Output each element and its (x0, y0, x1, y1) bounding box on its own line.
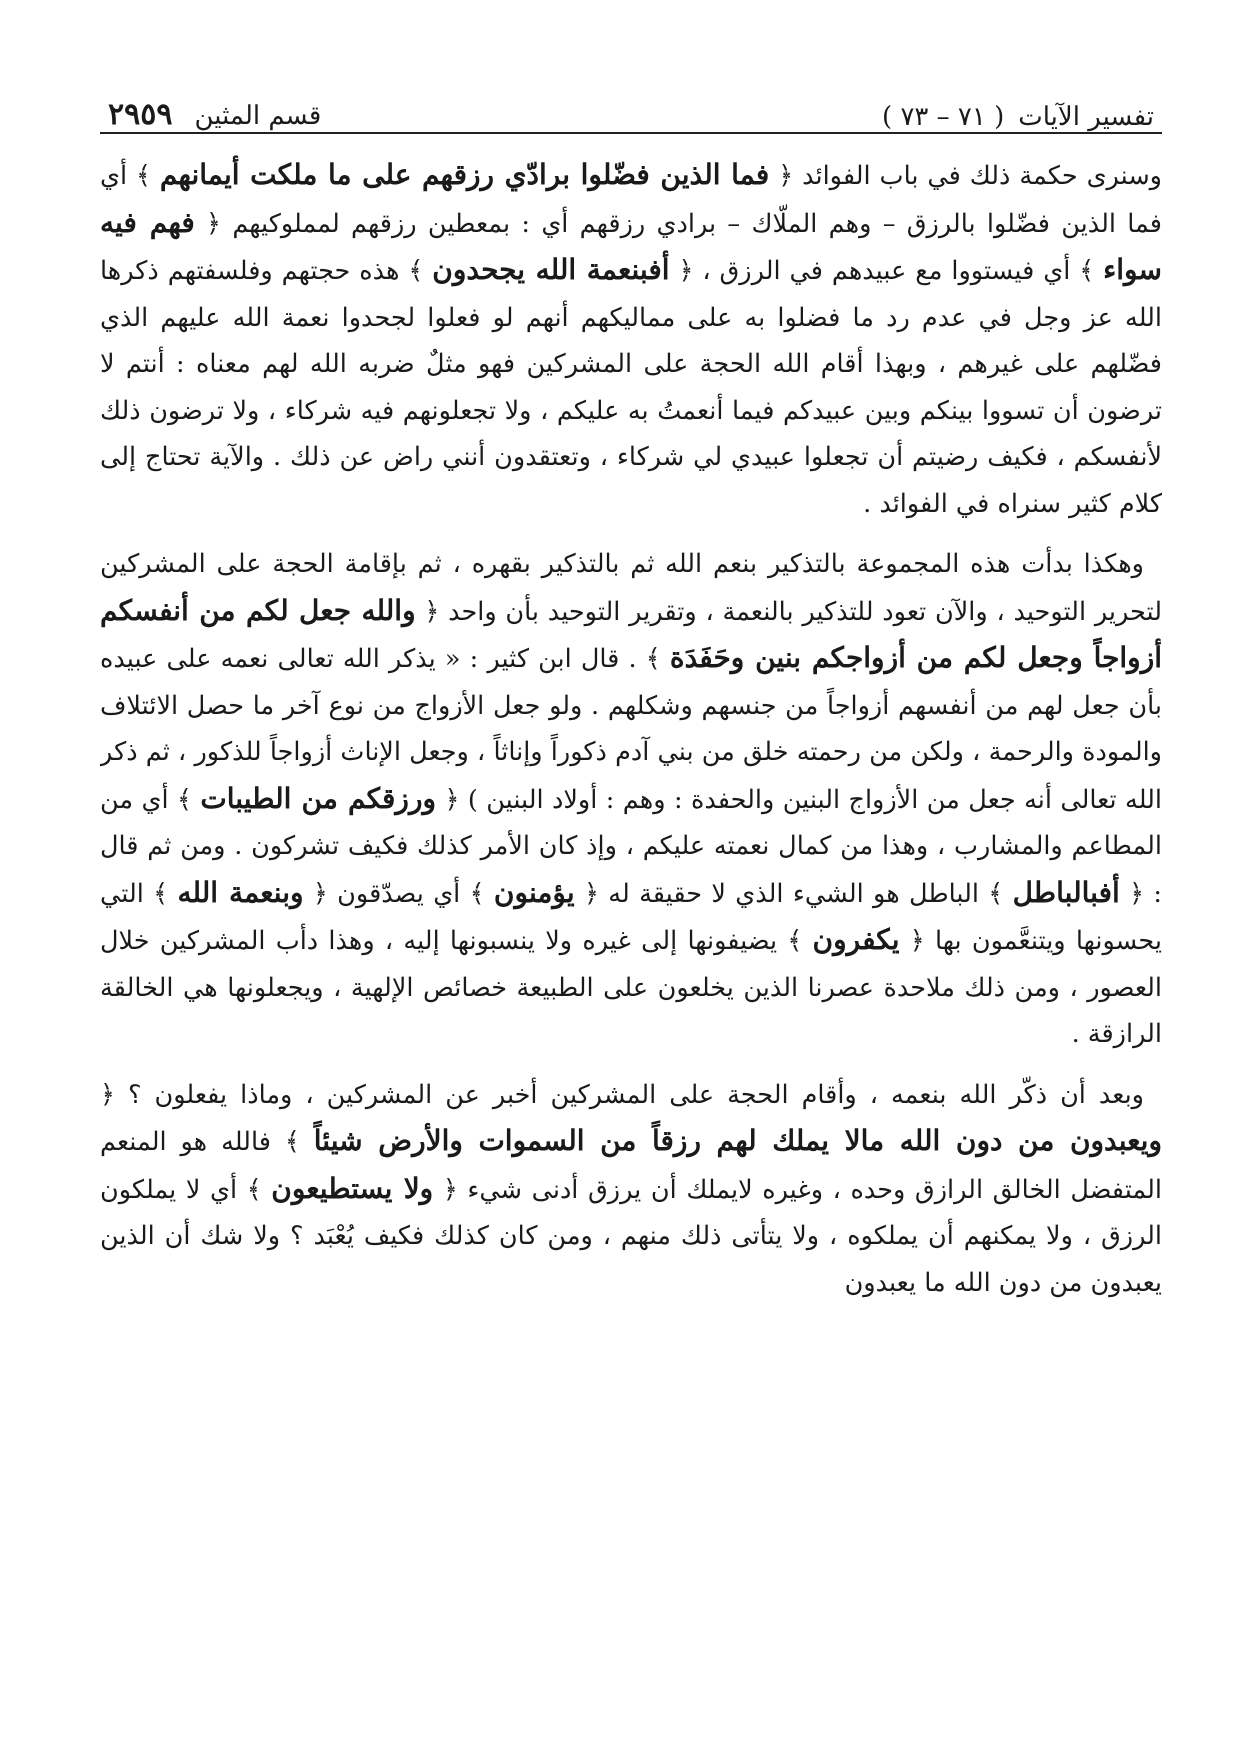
commentary-text: ﴾ أي من المطاعم والمشارب ، وهذا من كمال نعمته عليكم ، وإذ كان الأمر كذلك فكيف تشركون . ومن ثم قال : ﴿ (100, 784, 1162, 909)
quran-verse-text: ولا يستطيعون (271, 1171, 434, 1205)
commentary-text: ﴾ هذه حجتهم وفلسفتهم ذكرها الله عز وجل في عدم رد ما فضلوا به على مماليكهم أنهم لو فعلوا لجحدوا نعمة الله عليهم الذي فضّلهم على غيرهم ، وبهذا أقام الله الحجة على المشركين فهو مثلٌ ضربه الله لهم معناه : أنتم لا ترضون أن تسووا بينكم وبين عبيدكم فيما أنعمتُ به عليكم ، ولا تجعلونهم فيه شركاء ، ولا ترضون ذلك لأنفسكم ، فكيف رضيتم أن تجعلوا عبيدي لي شركاء ، وتعتقدون أنني راض عن ذلك . والآية تحتاج إلى كلام كثير سنراه في الفوائد . (100, 256, 1162, 519)
quran-verse-text: فما الذين فضّلوا برادّي رزقهم على ما ملكت أيمانهم (159, 158, 770, 191)
running-header (100, 70, 1162, 134)
quran-verse-text: أفبالباطل (1012, 875, 1120, 909)
paragraph (100, 152, 1162, 527)
quran-verse-text: فهم فيه سواء (100, 205, 1162, 286)
commentary-text: ﴾ أي فيستووا مع عبيدهم في الرزق ، ﴿ (669, 256, 1104, 286)
quran-verse-text: وبنعمة الله (177, 875, 304, 909)
commentary-text: ﴾ الباطل هو الشيء الذي لا حقيقة له ﴿ (574, 878, 1013, 909)
header-section-title: قسم المثين (194, 101, 322, 131)
quran-verse-text: يكفرون (812, 923, 900, 956)
commentary-text: ﴾ أي يصدّقون ﴿ (303, 878, 494, 909)
header-section (108, 97, 321, 132)
paragraph (100, 1072, 1162, 1307)
quran-verse-text: ويعبدون من دون الله مالا يملك لهم رزقاً من السموات والأرض شيئاً (313, 1124, 1162, 1157)
commentary-text: ﴾ التي يحسونها ويتنعَّمون بها ﴿ (100, 878, 1162, 956)
commentary-text: وبعد أن ذكّر الله بنعمه ، وأقام الحجة على المشركين أخبر عن المشركين ، وماذا يفعلون ؟ ﴿ (100, 1079, 1144, 1110)
commentary-text: وسنرى حكمة ذلك في باب الفوائد ﴿ (769, 161, 1162, 191)
quran-verse-text: أفبنعمة الله يجحدون (432, 253, 670, 286)
quran-verse-text: والله جعل لكم من أنفسكم أزواجاً وجعل لكم من أزواجكم بنين وحَفَدَة (100, 593, 1162, 674)
book-page (100, 70, 1162, 1710)
commentary-text: ﴾ أي لا يملكون الرزق ، ولا يمكنهم أن يملكوه ، ولا يتأتى ذلك منهم ، ومن كان كذلك فكيف يُعْبَد ؟ ولا شك أن الذين يعبدون من دون الله ما يعبدون (100, 1174, 1162, 1298)
header-surah-verses (882, 102, 1154, 132)
quran-verse-text: ورزقكم من الطيبات (200, 781, 436, 815)
header-title: تفسير الآيات (1018, 102, 1154, 132)
page-number: ٢٩٥٩ (108, 97, 173, 132)
commentary-text: ﴾ فالله هو المنعم المتفضل الخالق الرازق وحده ، وغيره لايملك أن يرزق أدنى شيء ﴿ (100, 1127, 1162, 1205)
commentary-text: ﴾ يضيفونها إلى غيره ولا ينسبونها إليه ، وهذا دأب المشركين خلال العصور ، ومن ذلك ملاحدة عصرنا الذين يخلعون على الطبيعة خصائص الإلهية ، ويجعلونها هي الخالقة الرازقة . (100, 926, 1162, 1049)
commentary-text: ﴾ . قال ابن كثير : « يذكر الله تعالى نعمه على عبيده بأن جعل لهم من أنفسهم أزواجاً من جنسهم وشكلهم . ولو جعل الأزواج من نوع آخر ما حصل الائتلاف والمودة والرحمة ، ولكن من رحمته خلق من بني آدم ذكوراً وإناثاً ، وجعل الإناث أزواجاً للذكور ، ثم ذكر الله تعالى أنه جعل من الأزواج البنين والحفدة : وهم : أولاد البنين ) ﴿ (100, 644, 1162, 815)
quran-verse-text: يؤمنون (493, 875, 575, 909)
paragraph (100, 541, 1162, 1058)
header-verse-range: ( ٧١ – ٧٣ ) (882, 102, 1005, 132)
commentary-text: ﴾ أي فما الذين فضّلوا بالرزق – وهم الملّاك – برادي رزقهم أي : بمعطين رزقهم لمملوكيهم ﴿ (100, 161, 1162, 239)
commentary-text: وهكذا بدأت هذه المجموعة بالتذكير بنعم الله ثم بالتذكير بقهره ، ثم بإقامة الحجة على المشركين لتحرير التوحيد ، والآن تعود للتذكير بالنعمة ، وتقرير التوحيد بأن واحد ﴿ (100, 549, 1162, 627)
body-text (100, 152, 1162, 1306)
